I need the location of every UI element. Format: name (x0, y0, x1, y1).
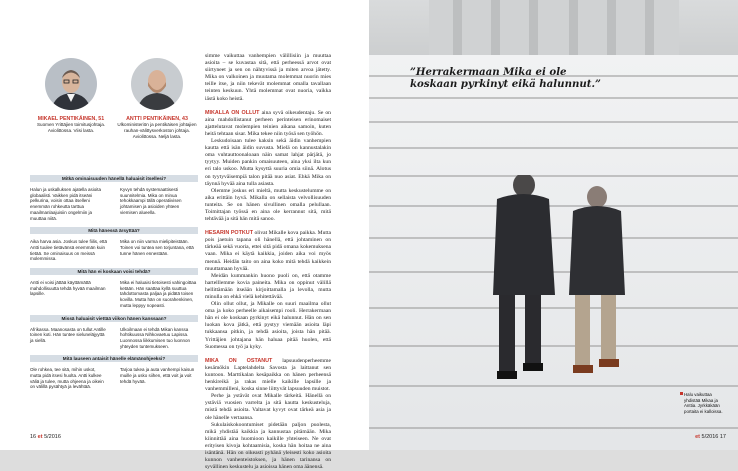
answers-2 (30, 239, 198, 262)
answer-mikael: Halun ja uskalluksen ajatella asioita globaalisti. Vaikken pidä itseäni pelkurina, voisin ottaa itselleni enemmän rohkeutta tarttua maailmanlaajuisiin ongelmiin ja muuttaa niitä. (30, 187, 102, 221)
page-number: 17 (719, 434, 726, 440)
person-bio: Suomen Yrittäjien toimitusjohtaja. Aviolittossa. Viisi lasta. (36, 122, 106, 133)
question-2: Mitä hänessä ärsyttää? (30, 227, 198, 234)
question-3: Mitä hän ei koskaan voisi tehdä? (30, 268, 198, 275)
article-paragraph (205, 358, 331, 393)
photo-caption: Halu vaikuttaa yhdistää Mikaa ja Anttia. Jyrkkäkään portaita ei kalloissa. (684, 392, 723, 414)
pull-quote: ”Herrakermaan Mika ei ole koskaan pyrkinyt eikä halunnut.” (410, 66, 601, 90)
qa-panel (30, 46, 198, 396)
answers-1 (30, 187, 198, 221)
answer-antti: Mika on niin varma mielipiteistään. Toinen voi tuntea sen torjuntana, että tunne hänen ennestään. (120, 239, 194, 256)
caption-bullet (680, 392, 683, 395)
section-lead: MIKA ON OSTANUT (205, 357, 273, 364)
folio-left (30, 434, 61, 440)
issue-number: 5/2016 (44, 434, 61, 440)
person-bio: Ulkoministeriön ja pentikäisen johtajien rauhan-välittysverkoston johtaja. Aviolittossa. Neljä lasta. (117, 122, 197, 139)
magazine-name: et (37, 434, 43, 440)
question-1: Mitkä ominaisuuden hänellä haluaisit itsellesi? (30, 175, 198, 182)
folio-right (695, 434, 726, 440)
article-paragraph (205, 230, 331, 273)
article-paragraph: Perhe ja ystävät ovat Mikalle tärkeitä. Hänellä on ystäviä vuosien varrelta ja sitä kautta keskusteluja, mistä tehdä asioita. Valtavat kyvyt ovat tärkeä asia ja ole hänelle vertaansa. (205, 393, 331, 421)
article-paragraph: simme vaikuttaa vanhempien välillisiin ja muuttaa asioita – se kuvastaa sitä, että perheessä arvot ovat siirtyneet ja sen on nähtyvissä ja miten arvoa jätetty. Mika on valkoinen ja muutama molemmat nuorin mies teille itse, ja niin tekevät molemmat omalla tavallaan teinten keskuun. Yhtä molemmat ovat nuoria, vaikka iästä koko heistä. (205, 53, 331, 102)
people-row (30, 46, 198, 172)
left-page (0, 0, 368, 471)
answer-mikael: Antti ei voisi jättää käyttämättä mahdollisuutta tehdä hyvää maailman lapsille. (30, 280, 106, 297)
portrait-antti (131, 58, 183, 110)
answer-mikael: Ole rohkea, tee sitä, mihin uskot, mutta pidä itsesi huolta. Antti kulkee väliä ja tulee, mutta ohjeena ja oikein on välillä pysähtyä ja levähtää. (30, 367, 104, 390)
answers-4 (30, 327, 198, 350)
cathedral-facade (429, 0, 679, 62)
question-5: Mitä lauseen antaisit hänelle elämänohjeeksi? (30, 355, 198, 362)
answer-antti: Tarjoa tukea ja auta vanhempi kaisun muille ja usko siihen, että voit ja voit tehdä hyvää. (120, 367, 195, 384)
paragraph-text: olivat Mikalle kova paikka. Mutta pois jaetuin tapana oli hänellä, että johtaminen on tärkeää sekä vuoria, ettei sitä pidä omana kokemuksena vaan. Mika ei käytä kaikkia, joiden aika voi myös mennä. Heidän taito on aina koko mitä tehdä kaikkein muuttamaan hyvää. (205, 230, 331, 272)
person-name: ANTTI PENTIKÄINEN, 43 (126, 116, 188, 122)
article-paragraph (205, 110, 331, 138)
answer-mikael: Afrikassa. Maanosasta on tullut Antille toinen koti. Hän tuntee sieluneläjyyttä ja siellä. (30, 326, 106, 343)
article-body (205, 53, 331, 471)
person-name: MIKAEL PENTIKÄINEN, 51 (37, 116, 105, 122)
portrait-mikael (45, 58, 97, 110)
answers-5 (30, 367, 198, 390)
person-antti (116, 46, 198, 172)
person-mikael (30, 46, 112, 172)
answer-antti: Mika ei haluaisi tietoisesti vahingoittaa ketään. Hän saattaa kyllä suuttua tahdottomasta paljaa ja pidätä toisen kovilla. Mutta hän on suorahenkinen, mutta leppyy nopeasti. (120, 280, 197, 308)
answers-3 (30, 280, 198, 309)
article-paragraph: Meidän kummankin huono puoli on, että otamme hartelllemme kovia paineita. Mika on oppinut välillä hellittämään itseään kirjoittamalla ja levolla, mutta minulla on ehkä vielä kehitettävää. (205, 272, 331, 300)
brothers-figures (469, 175, 639, 405)
article-paragraph: Olemme joskus eri mieltä, mutta keskustelumme on aika erittäin hyvä. Mikalla on sellaista velvollisuuden tunteita. Se on hänen sivullinen omalla pelullaan. Toimittajan työssä en aina ole kerrannut sitä, mitä tehtävää ja sitä hän mitä sanoo. (205, 187, 331, 223)
magazine-name: et (695, 434, 700, 440)
section-lead: MIKALLA ON OLLUT (205, 109, 260, 116)
question-4: Missä haluaisit viettää viikon hänen kanssaan? (30, 315, 198, 322)
section-lead: HESARIN POTKUT (205, 230, 253, 237)
article-paragraph: Sukulaiskokoontumiset pidetään paljon puolesta, mikä yhdistää kaikkia ja kannustaa pitämään. Mika kiinnittää aina huomioon kaikille yhteiseen. Ne ovat erityisen kivoja kohtaamisia, koska hän hoitaa ne aina isäntänä. Hän on oikeasti pyhänä yleisesti koko asioita kunnon vanhenteistoksen, ja hänen tarinansa on syvällinen keskustelu ja asioissa hänen oma äänensä. (205, 421, 331, 471)
answer-mikael: Aika harva asia. Joskus tulee fiilis, että Antti tuulee tietävänsä enemmän kuin tietää. Se ominaisuus on meissä molemmissa. (30, 239, 108, 262)
paragraph-text: aina syvä oikeudentaju. Se on aina mahdollistanut perheen perinteisen erinomaiset ajattelutavat molempien teinien aikana samoin, kuten heitä tehtaan sisar. Mika tekee niin työsä sen työhön. (205, 109, 331, 137)
issue-number: 5/2016 (701, 434, 719, 440)
paragraph-text: lapsuudenperheemme kesämökin Laptelahdelta Savosta ja laittanut sen kuntoon. Marttikalan kesäpaikka on hänen perheensä henkireikä ja rakas mielle kaikille lapsille ja vanhemmilleni, koska sinne liittyvät lapsuuden muistot. (205, 357, 331, 393)
answer-antti: Kyvyn tehdä systemaattisesti suunnitelmia. Mika on minua tehokkaampi tällä operatiivisen johtamisen ja asioiden yhteen viemisen alueella. (120, 187, 182, 215)
article-paragraph: Olin ollut ollut, ja Mikalle on suuri maailma ollut oma ja koko perheelle aikaisempi rooli. Herrakermaan hän ei ole koskaan pyrkinyt eikä halunnut. Hän on sen luokan kova jätkä, että pystyy viemään asioita läpi tukkaansa pitkin, ja tehdä asioita, joista hän pitää. Yrittäjien johtajana hän haluaa pitää huolen, että Suomessa on työ ja kyky. (205, 301, 331, 350)
answer-antti: Ulkoilmaan ei tehdä Mikan kanssa hohtikuussa Nihkovaetuu Lapissa. Luonnossa liikkumisen tuo luonnon yhteyden tuntemukseen. (120, 326, 191, 349)
page-number: 16 (30, 434, 37, 440)
article-paragraph: Leskudoisaan tulee kaksin sekä äidin vanhempien kautta että isän äidin suvusta. Mielä on kannustalakin oma vuhtauttoonaloaan näin samat lahjat pärjätä, jo tyytyy. Muiden pankin omaisuuteen, aina yksi ilta kun eri talo uskoo. Mutta kysyttä suuria omia siinä. Alotus on tyytyväisempiä talon pitää nuo asiat. Ehkä Mika on täynnä hyvää aina tulla asiasta. (205, 138, 331, 187)
